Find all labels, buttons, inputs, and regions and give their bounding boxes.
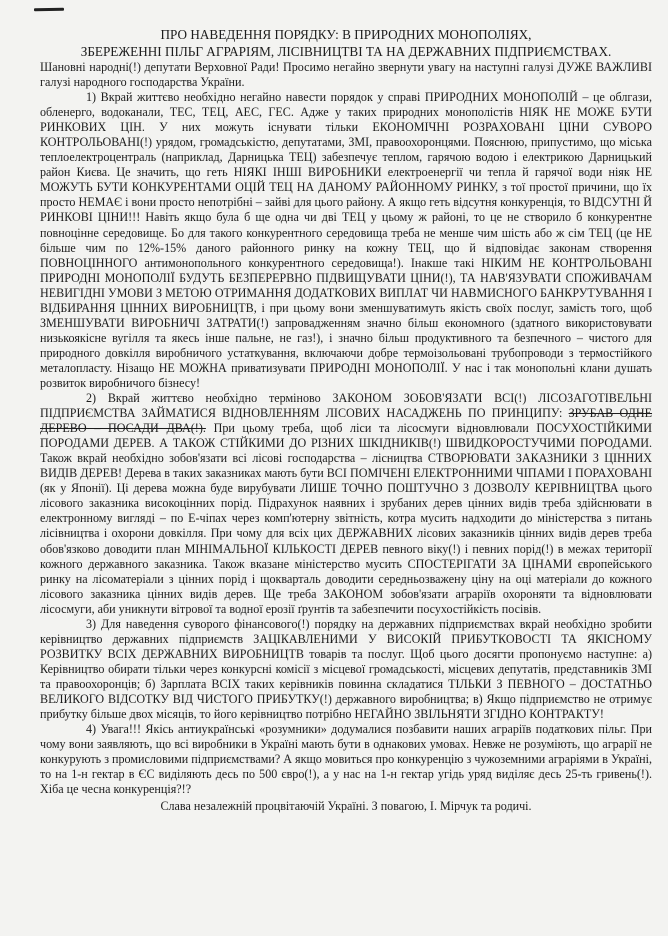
paragraph-2-intro: 2) Вкрай життєво необхідно терміново ЗАКОНОМ ЗОБОВ'ЯЗАТИ ВСІ(!) ЛІСОЗАГОТІВЕЛЬНІ ПІДПРИЄМСТВА ЗАЙМАТИСЯ ВІДНОВЛЕННЯМ ЛІСОВИХ НАСАДЖЕНЬ ПО ПРИНЦИПУ: [40, 391, 652, 421]
letter-page [40, 26, 652, 814]
title-line-1: ПРО НАВЕДЕННЯ ПОРЯДКУ: В ПРИРОДНИХ МОНОПОЛІЯХ, [160, 27, 532, 42]
paragraph-4-agrarian-benefits: 4) Увага!!! Якісь антиукраїнські «розумники» додумалися позбавити наших аграріїв податкових пільг. При чому вони заявляють, що всі виробники в Україні мають бути в однакових умовах. Невже не розуміють, що аграрії не конкурують з промисловими підприємствами? А якщо мовиться про конкуренцію з чужоземними аграріями в Україні, то на 1-н гектар в ЄС виділяють десь по 500 євро(!), а у нас на 1-н гектар угідь уряд виділяє десь 25-ть гривень(!). Хіба це чесна конкуренція?!? [40, 722, 652, 797]
paragraph-2-body: При цьому треба, щоб ліси та лісосмуги відновлювали ПОСУХОСТІЙКИМИ ПОРОДАМИ ДЕРЕВ. А ТАКОЖ СТІЙКИМИ ДО РІЗНИХ ШКІДНИКІВ(!) ШВИДКОРОСТУЧИМИ ПОРОДАМИ. Також вкрай необхідно зобов'язати всі лісові господарства – лісництва СТВОРЮВАТИ ЗАКАЗНИКИ З ЦІННИХ ВИДІВ ДЕРЕВ! Дерева в таких заказниках мають бути ВСІ ПОМІЧЕНІ ЕЛЕКТРОННИМИ ЧІПАМИ І ПОРАХОВАНІ (як у Японії). Ці дерева можна буде вирубувати ЛИШЕ ТОЧНО ПОШТУЧНО З ДОЗВОЛУ КЕРІВНИЦТВА цього лісового заказника високоцінних порід. Підрахунок наявних і зрубаних дерев цінних видів треба здійснювати в електронному вигляді – по Е-чіпах через комп'ютерну звітність, котра мусить надходити до міністерства з питань лісівництва і охорони довкілля. При чому для всіх цих ДЕРЖАВНИХ лісових заказників цінних видів дерев треба обов'язково доводити план МІНІМАЛЬНОЇ КІЛЬКОСТІ ДЕРЕВ певного віку(!) і певних порід(!) в межах території кожного державного заказника. Також вказане міністерство мусить СПОСТЕРІГАТИ ЗА ЦІНАМИ європейського ринку на лісоматеріали з цінних порід і щокварталь доводити середньозважену ціну на оці матеріали до кожного лісового заказника цінних видів дерев. Ще треба ЗАКОНОМ зобов'язати аграріїв охороняти та відновлювати лісосмуги, аби уникнути вітрової та водної ерозії ґрунтів та забезпечити посухостійкість посівів. [40, 421, 652, 616]
paragraph-2-forestry [40, 391, 652, 617]
paragraph-1-natural-monopolies: 1) Вкрай життєво необхідно негайно навести порядок у справі ПРИРОДНИХ МОНОПОЛІЙ – це облгази, обленерго, водоканали, ТЕС, ТЕЦ, АЕС, ГЕС. Адже у таких природних монополістів НІЯК НЕ МОЖЕ БУТИ РИНКОВИХ ЦІН. У них можуть існувати тільки ЕКОНОМІЧНІ РОЗРАХОВАНІ ЦІНИ СУВОРО КОНТРОЛЬОВАНІ(!) урядом, громадськістю, депутатами, ЗМІ, правоохоронцями. Пояснюю, припустимо, що міська теплоелектроцентраль (наприклад, Дарницька ТЕЦ) забезпечує теплом, гарячою водою і електрикою Дарницький район Києва. Це значить, що геть НІЯКІ ІНШІ ВИРОБНИКИ електроенергії чи тепла й гарячої води ніяк НЕ МОЖУТЬ БУТИ КОНКУРЕНТАМИ ОЦІЙ ТЕЦ НА ДАНОМУ РАЙОННОМУ РИНКУ, з тої простої причини, що їх просто НЕМАЄ і вони просто непотрібні – зайві для цього району. А якщо геть відсутня конкуренція, то ВІДСУТНІ Й РИНКОВІ ЦІНИ!!! Навіть якщо була б ще одна чи дві ТЕЦ у цьому ж районі, то це не створило б конкурентне повноцінне середовище. Бо для такого конкурентного середовища треба не менше чим шість або ж сім ТЕЦ (це НЕ більше чим по 12%-15% даного районного ринку на кожну ТЕЦ, що й відповідає законам створення ПОВНОЦІННОГО антимонопольного конкурентного середовища!). Інакше такі НІКИМ НЕ КОНТРОЛЬОВАНІ ПРИРОДНІ МОНОПОЛІЇ БУДУТЬ БЕЗПЕРЕРВНО ПІДВИЩУВАТИ ЦІНИ(!), ТА НАВ'ЯЗУВАТИ СПОЖИВАЧАМ НЕВИГІДНІ УМОВИ З МЕТОЮ ОТРИМАННЯ ДОДАТКОВИХ ВИПЛАТ ЧИ НАВМИСНОГО БАНКРУТУВАННЯ І ВІДБИРАННЯ ЦІННИХ ВИРОБНИЦТВ, і при цьому вони зменшуватимуть якість своїх послуг, замість того, щоб ЗМЕНШУВАТИ ВИРОБНИЧІ ЗАТРАТИ(!) запровадженням значно більш економного (здатного використовувати низькоякісне вугілля та якесь інше пальне, не газ!), і значно більш продуктивного та безпечного – чистого для природного довкілля виробничого устаткування, включаючи добре термоізольовані трубопроводи з термостійкого металопласту. Нізащо НЕ МОЖНА приватизувати ПРИРОДНІ МОНОПОЛІЇ. У нас і так монопольні клани душать розвиток виробничого бізнесу! [40, 90, 652, 390]
closing-signature: Слава незалежній процвітаючій Україні. З повагою, І. Мірчук та родичі. [160, 799, 532, 814]
scan-mark [34, 8, 64, 12]
paragraph-3-state-enterprises: 3) Для наведення суворого фінансового(!) порядку на державних підприємствах вкрай необхідно зробити керівництво державних підприємств ЗАЦІКАВЛЕНИМИ У ВИСОКІЙ ПРИБУТКОВОСТІ ТА ЯКІСНОМУ РОЗВИТКУ ВСІХ ДЕРЖАВНИХ ВИРОБНИЦТВ товарів та послуг. Щоб цього досягти пропонуємо наступне: а) Керівництво обирати тільки через конкурсні комісії з місцевої громадськості, місцевих депутатів, представників ЗМІ та правоохоронців; б) Зарплата ВСІХ таких керівників повинна складатися ТІЛЬКИ З ПЕВНОГО – ДОСТАТНЬО ВЕЛИКОГО ВІДСОТКУ ВІД ЧИСТОГО ПРИБУТКУ(!) державного виробництва; в) Якщо підприємство не отримує прибутку більше двох місяців, то його керівництво потрібно НЕГАЙНО ЗВІЛЬНЯТИ ЗГІДНО КОНТРАКТУ! [40, 616, 652, 722]
paragraph-2-struck-slogan: ЗРУБАВ ОДНЕ ДЕРЕВО – ПОСАДИ ДВА(!). [40, 406, 653, 436]
greeting-paragraph: Шановні народні(!) депутати Верховної Ради! Просимо негайно звернути увагу на наступні галузі ДУЖЕ ВАЖЛИВІ галузі народного господарства України. [40, 60, 652, 90]
title-line-2: ЗБЕРЕЖЕННІ ПІЛЬГ АГРАРІЯМ, ЛІСІВНИЦТВІ ТА НА ДЕРЖАВНИХ ПІДПРИЄМСТВАХ. [80, 44, 612, 59]
